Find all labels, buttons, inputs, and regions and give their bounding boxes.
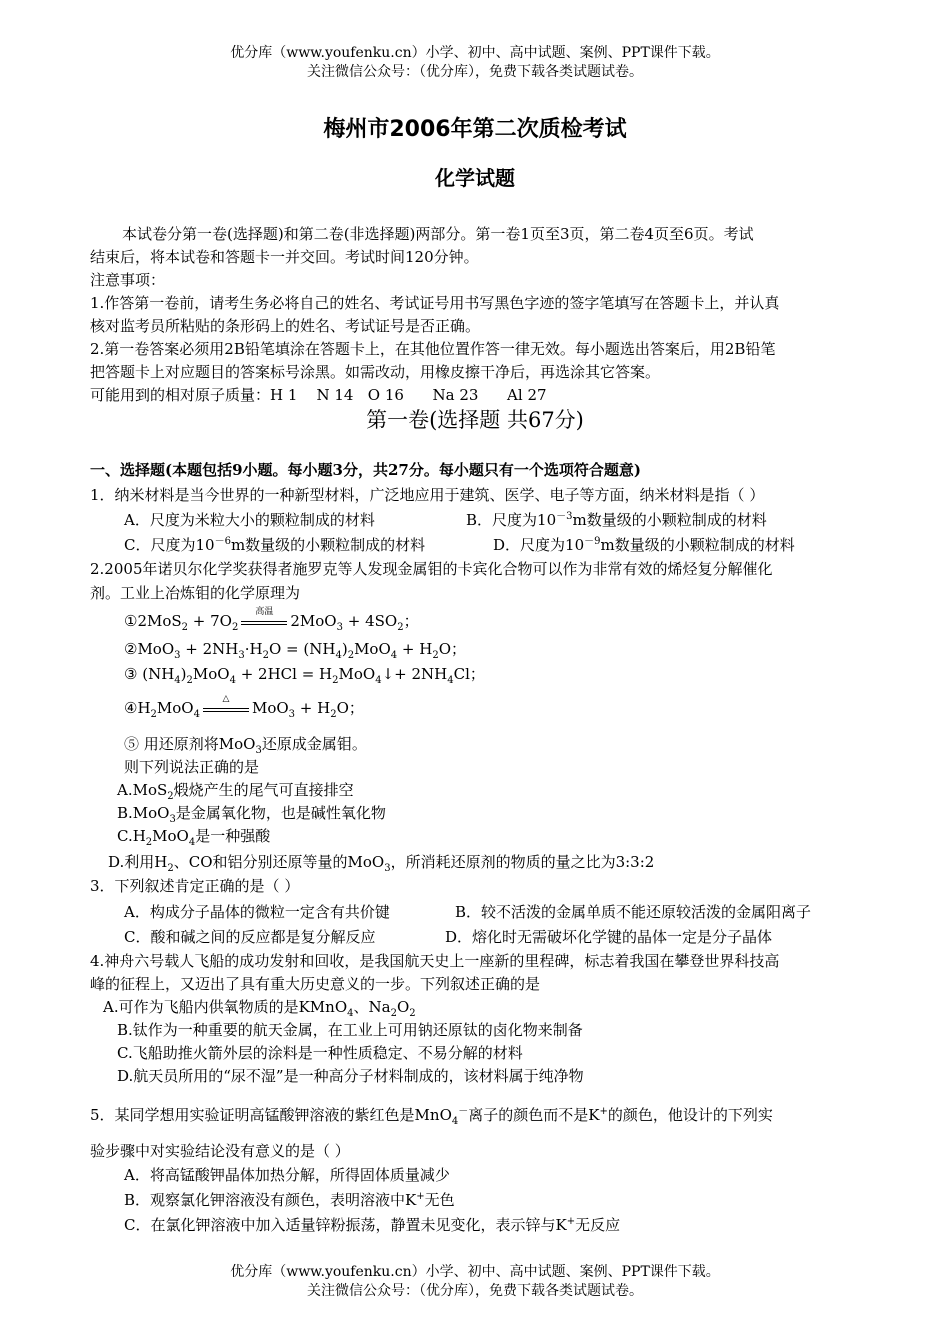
q4-stem-cont: 峰的征程上，又迈出了具有重大历史意义的一步。下列叙述正确的是 [90, 975, 541, 993]
exam-title: 梅州市2006年第二次质检考试 [323, 117, 627, 142]
notice-1-cont: 核对监考员所粘贴的条形码上的姓名、考试证号是否正确。 [90, 317, 481, 335]
q3-option-c: C．酸和碱之间的反应都是复分解反应 [124, 928, 376, 946]
q4-option-a: A.可作为飞船内供氧物质的是KMnO$_4$、$Na_2O_2$ [103, 998, 416, 1019]
section-heading: 一、选择题(本题包括9小题。每小题3分，共27分。每小题只有一个选项符合题意) [90, 461, 641, 479]
notice-2: 2.第一卷答案必须用2B铅笔填涂在答题卡上，在其他位置作答一律无效。每小题选出答案后，用2B铅笔 [90, 340, 776, 358]
footer-line-2: 关注微信公众号：（优分库），免费下载各类试题试卷。 [307, 1283, 643, 1299]
q5-option-a: A．将高锰酸钾晶体加热分解，所得固体质量减少 [124, 1166, 450, 1184]
q2-reaction-3: ③ $(NH_4)_2MoO_4 + 2HCl$ = $H_2MoO_4↓+ 2NH_4Cl$； [124, 665, 485, 686]
volume-title: 第一卷(选择题 共67分) [366, 408, 584, 432]
q2-stem: 2.2005年诺贝尔化学奖获得者施罗克等人发现金属钼的卡宾化合物可以作为非常有效的烯烃复分解催化 [90, 560, 773, 578]
q2-reaction-5: ⑤ 用还原剂将MoO$_3$还原成金属钼。 [124, 735, 367, 756]
q3-option-b: B．较不活泼的金属单质不能还原较活泼的金属阳离子 [455, 903, 812, 921]
q5-option-b: B．观察氯化钾溶液没有颜色，表明溶液中K+无色 [124, 1191, 455, 1209]
intro-paragraph-1-cont: 结束后，将本试卷和答题卡一并交回。考试时间120分钟。 [90, 248, 479, 266]
q2-option-b: B.MoO$_3$是金属氧化物，也是碱性氧化物 [117, 804, 386, 825]
q2-reaction-2: ②MoO$_3$ + $2NH_3\cdot H_2O = (NH_4)_2MoO_4 + H_2O$； [124, 640, 466, 661]
q4-option-b: B.钛作为一种重要的航天金属，在工业上可用钠还原钛的卤化物来制备 [117, 1021, 583, 1039]
q2-reaction-4: $④H_2MoO_4$ △ $MoO_3 + H_2O$； [124, 694, 364, 720]
q5-stem: 5．某同学想用实验证明高锰酸钾溶液的紫红色是MnO$_4$－离子的颜色而不是K+的颜色，他设计的下列实 [90, 1106, 773, 1127]
q4-option-d: D.航天员所用的“尿不湿”是一种高分子材料制成的，该材料属于纯净物 [117, 1067, 584, 1085]
q3-option-a: A．构成分子晶体的微粒一定含有共价键 [124, 903, 390, 921]
q4-option-c: C.飞船助推火箭外层的涂料是一种性质稳定、不易分解的材料 [117, 1044, 523, 1062]
q4-stem: 4.神舟六号载人飞船的成功发射和回收，是我国航天史上一座新的里程碑，标志着我国在攀登世界科技高 [90, 952, 780, 970]
q2-option-a: A.MoS$_2$煅烧产生的尾气可直接排空 [117, 781, 354, 802]
notice-2-cont: 把答题卡上对应题目的答案标号涂黑。如需改动，用橡皮擦干净后，再选涂其它答案。 [90, 363, 661, 381]
heat-arrow-icon: △ [203, 701, 249, 717]
notice-heading: 注意事项： [90, 271, 166, 289]
q1-stem: 1．纳米材料是当今世界的一种新型材料，广泛地应用于建筑、医学、电子等方面，纳米材料是指（ ） [90, 486, 765, 504]
atomic-masses: 可能用到的相对原子质量：H 1 N 14 O 16 Na 23 Al 27 [90, 386, 547, 404]
q1-option-b: B．尺度为$10^{-3}m$数量级的小颗粒制成的材料 [466, 511, 767, 529]
q2-option-d: D.利用$H_2$、CO和铝分别还原等量的MoO$_3$，所消耗还原剂的物质的量之比为3:3:2 [108, 853, 655, 874]
q2-reaction-1: ①2MoS$_2$ + $7O_2$ 高温 $2MoO_3 + 4SO_2$； [124, 607, 419, 633]
q2-ask: 则下列说法正确的是 [124, 758, 260, 776]
q5-option-c: C．在氯化钾溶液中加入适量锌粉振荡，静置未见变化，表示锌与K+无反应 [124, 1216, 621, 1234]
exam-subtitle: 化学试题 [435, 166, 515, 190]
header-line-1: 优分库（www.youfenku.cn）小学、初中、高中试题、案例、PPT课件下载。 [230, 45, 720, 61]
intro-paragraph-1: 本试卷分第一卷(选择题)和第二卷(非选择题)两部分。第一卷1页至3页，第二卷4页至6页。考试 [122, 225, 754, 243]
header-line-2: 关注微信公众号：（优分库），免费下载各类试题试卷。 [307, 64, 643, 80]
notice-1: 1.作答第一卷前，请考生务必将自己的姓名、考试证号用书写黑色字迹的签字笔填写在答题卡上，并认真 [90, 294, 780, 312]
q5-stem-cont: 验步骤中对实验结论没有意义的是（ ） [90, 1142, 350, 1160]
q1-option-d: D．尺度为$10^{-9}m$数量级的小颗粒制成的材料 [493, 536, 795, 554]
q1-option-a: A．尺度为米粒大小的颗粒制成的材料 [124, 511, 375, 529]
q2-stem-cont: 剂。工业上冶炼钼的化学原理为 [90, 584, 301, 602]
equals-arrow-icon: 高温 [241, 614, 287, 630]
q3-option-d: D．熔化时无需破坏化学键的晶体一定是分子晶体 [445, 928, 773, 946]
q1-option-c: C．尺度为$10^{-6}m$数量级的小颗粒制成的材料 [124, 536, 426, 554]
q2-option-c: $C.H_2MoO_4$是一种强酸 [117, 827, 271, 848]
q3-stem: 3．下列叙述肯定正确的是（ ） [90, 877, 300, 895]
permanganate-ion: MnO$_4$－ [414, 1106, 469, 1127]
footer-line-1: 优分库（www.youfenku.cn）小学、初中、高中试题、案例、PPT课件下载。 [230, 1264, 720, 1280]
